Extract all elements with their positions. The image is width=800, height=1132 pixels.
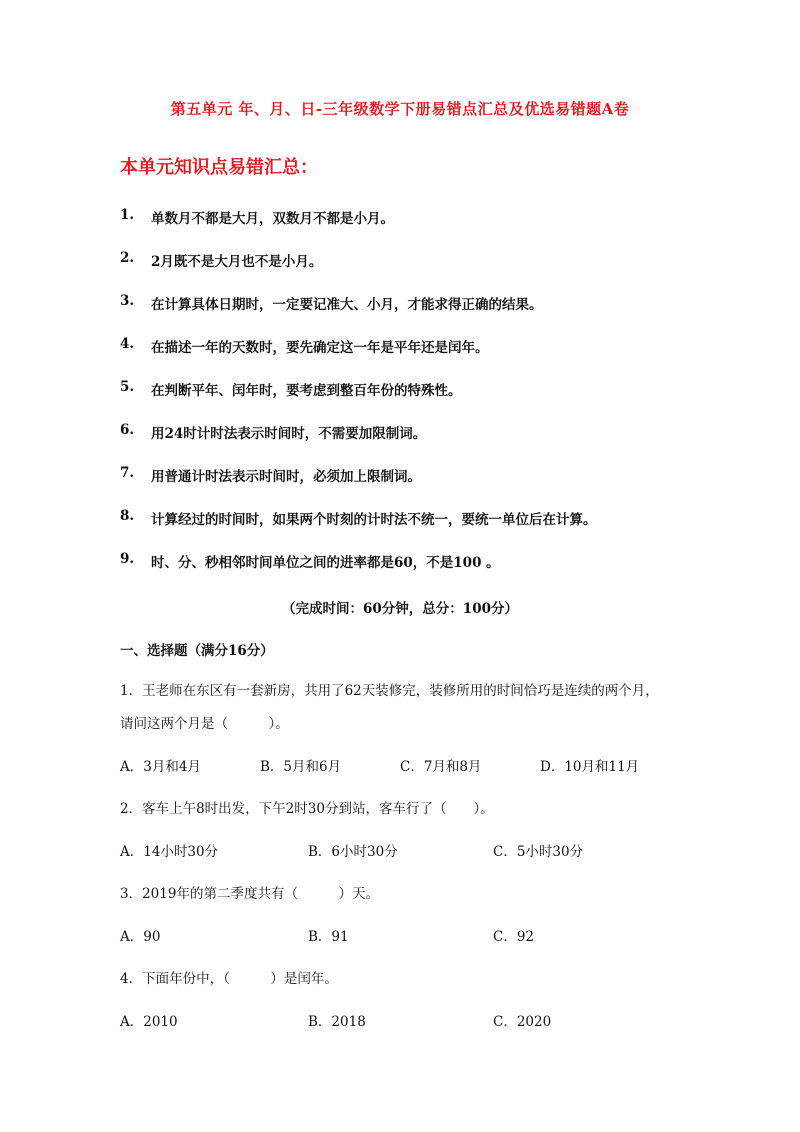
question-4-line-1: 4．下面年份中，（ ）是闰年。	[120, 971, 338, 987]
option-d: D．10月和11月	[540, 759, 640, 775]
option-b: B．6小时30分	[308, 844, 398, 860]
tip-text: 时、分、秒相邻时间单位之间的进率都是60，不是100 。	[151, 555, 500, 571]
tip-item	[120, 293, 720, 336]
tip-text: 用普通计时法表示时间时，必须加上限制词。	[151, 469, 421, 485]
question-3-options	[120, 925, 700, 945]
option-c: C．5小时30分	[493, 844, 584, 860]
tip-text: 计算经过的时间时，如果两个时刻的计时法不统一，要统一单位后在计算。	[151, 512, 597, 528]
question-2-options	[120, 840, 700, 860]
option-b: B．2018	[308, 1014, 366, 1030]
question-1-options	[120, 755, 700, 775]
question-3-line-1: 3．2019年的第二季度共有（ ）天。	[120, 886, 379, 902]
question-1-line-2: 请问这两个月是（ ）。	[120, 716, 289, 732]
option-c: C．2020	[493, 1014, 552, 1030]
tip-number: 8.	[120, 508, 135, 524]
error-tips-list	[120, 207, 720, 594]
option-c: C．92	[493, 929, 535, 945]
tip-item	[120, 465, 720, 508]
tip-number: 1.	[120, 207, 135, 223]
option-c: C．7月和8月	[400, 759, 482, 775]
tip-number: 7.	[120, 465, 135, 481]
option-b: B．5月和6月	[260, 759, 342, 775]
tip-text: 单数月不都是大月，双数月不都是小月。	[151, 211, 394, 227]
tip-text: 2月既不是大月也不是小月。	[151, 254, 323, 270]
tip-item	[120, 379, 720, 422]
question-2-line-1: 2．客车上午8时出发，下午2时30分到站，客车行了（ ）。	[120, 801, 494, 817]
tip-number: 2.	[120, 250, 135, 266]
section-heading-choice: 一、选择题（满分16分）	[120, 643, 274, 659]
tip-item	[120, 207, 720, 250]
section-heading-errors: 本单元知识点易错汇总：	[120, 157, 318, 178]
tip-item	[120, 508, 720, 551]
tip-text: 用24时计时法表示时间时，不需要加限制词。	[151, 426, 427, 442]
tip-item	[120, 336, 720, 379]
tip-item	[120, 551, 720, 594]
tip-text: 在判断平年、闰年时，要考虑到整百年份的特殊性。	[151, 383, 462, 399]
tip-text: 在计算具体日期时，一定要记准大、小月，才能求得正确的结果。	[151, 297, 543, 313]
time-info: （完成时间：60分钟，总分：100分）	[282, 601, 518, 617]
tip-number: 3.	[120, 293, 135, 309]
option-a: A．3月和4月	[120, 759, 201, 775]
question-1-line-1: 1．王老师在东区有一套新房，共用了62天装修完，装修所用的时间恰巧是连续的两个月，	[120, 683, 659, 699]
option-a: A．2010	[120, 1014, 178, 1030]
question-4-options	[120, 1010, 700, 1030]
tip-item	[120, 422, 720, 465]
tip-text: 在描述一年的天数时，要先确定这一年是平年还是闰年。	[151, 340, 489, 356]
tip-number: 4.	[120, 336, 135, 352]
option-a: A．14小时30分	[120, 844, 219, 860]
tip-number: 5.	[120, 379, 135, 395]
option-a: A．90	[120, 929, 161, 945]
tip-number: 6.	[120, 422, 135, 438]
option-b: B．91	[308, 929, 349, 945]
tip-number: 9.	[120, 551, 135, 567]
document-title: 第五单元 年、月、日-三年级数学下册易错点汇总及优选易错题A卷	[170, 100, 630, 118]
tip-item	[120, 250, 720, 293]
